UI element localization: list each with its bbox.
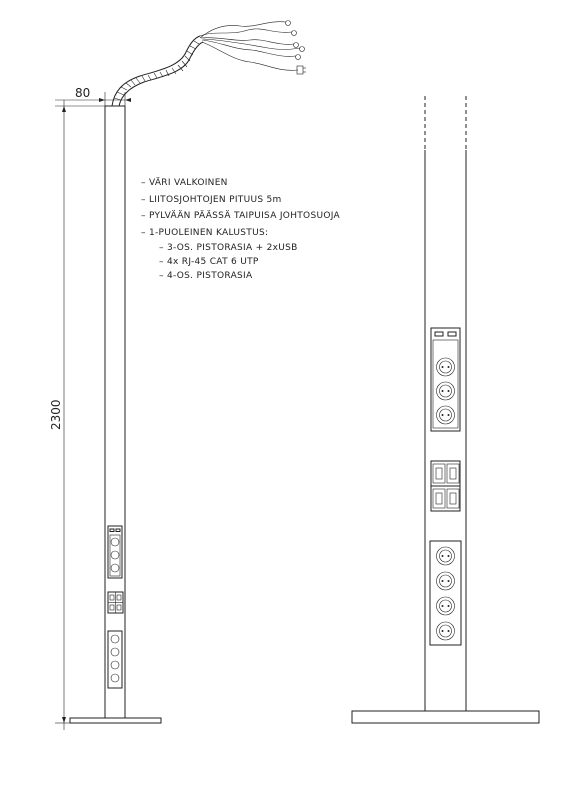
height-dimension-label: 2300	[49, 399, 63, 430]
left-network-block	[108, 592, 123, 613]
pole-base-plate	[70, 718, 161, 723]
left-socket-block-3-usb	[108, 526, 122, 578]
flexible-cable-conduit	[112, 36, 203, 106]
note-socket-4: – 4-OS. PISTORASIA	[159, 271, 253, 281]
note-one-sided: – 1-PUOLEINEN KALUSTUS:	[141, 228, 269, 238]
pole-body	[105, 106, 125, 718]
left-socket-block-4	[108, 631, 122, 688]
note-rj45: – 4x RJ-45 CAT 6 UTP	[159, 257, 259, 267]
cable-plugs	[286, 21, 307, 75]
note-socket-usb: – 3-OS. PISTORASIA + 2xUSB	[159, 243, 298, 253]
right-socket-block-4	[430, 541, 461, 645]
width-dimension-label: 80	[75, 86, 91, 100]
connection-cables	[200, 22, 300, 71]
right-socket-block-3-usb	[431, 328, 460, 431]
spec-notes	[141, 177, 341, 281]
right-pole-view	[352, 96, 539, 723]
left-pole-view	[49, 21, 306, 731]
height-dimension	[49, 100, 105, 730]
note-color: – VÄRI VALKOINEN	[141, 178, 228, 188]
note-flexible-conduit: – PYLVÄÄN PÄÄSSÄ TAIPUISA JOHTOSUOJA	[141, 211, 340, 221]
note-cable-length: – LIITOSJOHTOJEN PITUUS 5m	[141, 195, 282, 205]
right-base-plate	[352, 711, 539, 723]
right-network-block	[431, 461, 460, 511]
